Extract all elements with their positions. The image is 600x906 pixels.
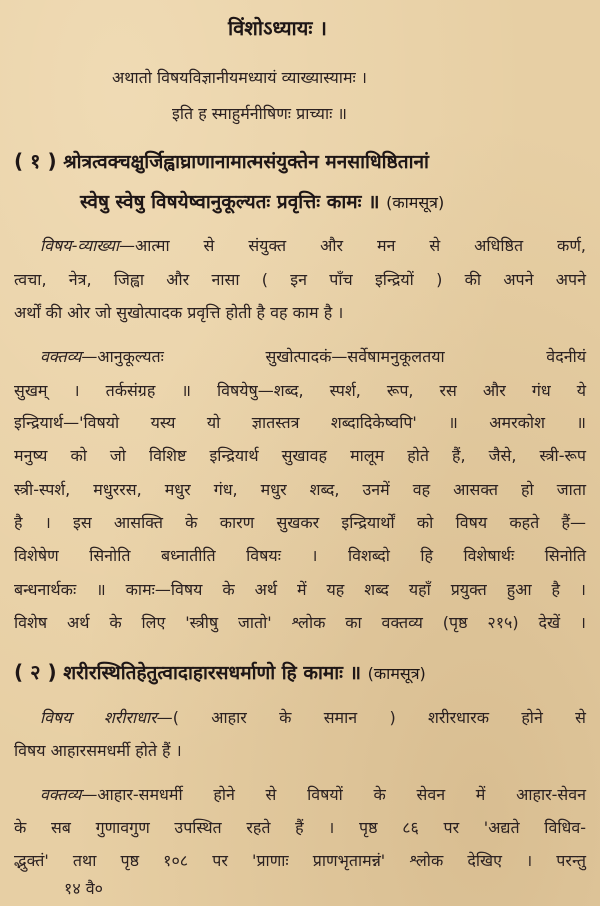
explanation-2-label: विषय शरीराधार— xyxy=(40,708,173,727)
commentary-1-line-6: है । इस आसक्ति के कारण सुखकर इन्द्रियार्थों को विषय कहते हैं— xyxy=(14,513,586,532)
intro-line-1: अथातो विषयविज्ञानीयमध्यायं व्याख्यास्यामः । xyxy=(112,68,367,87)
commentary-1-line-3: इन्द्रियार्थ—'विषयो यस्य यो ज्ञातस्तत्र शब्दादिकेष्वपि' ॥ अमरकोश ॥ xyxy=(14,413,586,432)
commentary-2-line-1 xyxy=(40,785,586,805)
commentary-1-line-9: विशेष अर्थ के लिए 'स्त्रीषु जातो' श्लोक का वक्तव्य (पृष्ठ २१५) देखें । xyxy=(14,613,586,632)
commentary-2-line-2: के सब गुणावगुण उपस्थित रहते हैं । पृष्ठ ८६ पर 'अद्यते विधिव- xyxy=(14,818,586,837)
commentary-2-line-3: द्भुक्तं' तथा पृष्ठ १०८ पर 'प्राणाः प्राणभृतामन्नं' श्लोक देखिए । परन्तु xyxy=(14,851,586,870)
sutra-2-line xyxy=(14,662,426,684)
explanation-1-line-2: त्वचा, नेत्र, जिह्वा और नासा ( इन पाँच इन्द्रियों ) की अपने अपने xyxy=(14,270,586,289)
sutra-2-number: ( २ ) xyxy=(14,660,57,684)
sutra-1-number: ( १ ) xyxy=(14,149,57,173)
explanation-1-label: विषय-व्याख्या— xyxy=(40,236,136,255)
explanation-2-line-1 xyxy=(40,708,586,728)
explanation-1-text-1: आत्मा से संयुक्त और मन से अधिष्ठित कर्ण, xyxy=(135,236,586,255)
commentary-1-line-2: सुखम् । तर्कसंग्रह ॥ विषयेषु—शब्द, स्पर्श, रूप, रस और गंध ये xyxy=(14,381,586,400)
sutra-1-text-1: श्रोत्रत्वक्चक्षुर्जिह्वाघ्राणानामात्मसंयुक्तेन मनसाधिष्ठितानां xyxy=(63,151,429,173)
chapter-title: विंशोऽध्यायः । xyxy=(228,16,327,40)
explanation-1-line-1 xyxy=(40,236,586,256)
commentary-1-label: वक्तव्य— xyxy=(40,347,98,366)
commentary-1-text-1: आनुकूल्यतः सुखोत्पादकं—सर्वेषामनुकूलतया वेदनीयं xyxy=(97,347,586,366)
sutra-2-source: (कामसूत्र) xyxy=(367,664,426,683)
sutra-2-text: शरीरस्थितिहेतुत्वादाहारसधर्माणो हि कामाः ॥ xyxy=(63,662,362,684)
commentary-1-line-7: विशेषेण सिनोति बध्नातीति विषयः । विशब्दो हि विशेषार्थः सिनोति xyxy=(14,546,586,565)
commentary-2-label: वक्तव्य— xyxy=(40,785,98,804)
explanation-2-text-1: ( आहार के समान ) शरीरधारक होने से xyxy=(172,708,586,727)
commentary-1-line-5: स्त्री-स्पर्श, मधुररस, मधुर गंध, मधुर शब्द, उनमें वह आसक्त हो जाता xyxy=(14,480,586,499)
commentary-1-line-1 xyxy=(40,347,586,367)
commentary-2-text-1: आहार-समधर्मी होने से विषयों के सेवन में आहार-सेवन xyxy=(97,785,586,804)
commentary-1-line-8: बन्धनार्थकः ॥ कामः—विषय के अर्थ में यह शब्द यहाँ प्रयुक्त हुआ है । xyxy=(14,580,586,599)
explanation-2-line-2: विषय आहारसमधर्मी होते हैं । xyxy=(14,741,182,760)
sutra-1-text-2: स्वेषु स्वेषु विषयेष्वानुकूल्यतः प्रवृत्तिः कामः ॥ xyxy=(80,191,380,213)
sutra-1-line-1 xyxy=(14,151,429,172)
sutra-1-source: (कामसूत्र) xyxy=(386,193,445,212)
sutra-1-line-2 xyxy=(80,192,444,213)
explanation-1-line-3: अर्थों की ओर जो सुखोत्पादक प्रवृत्ति होती है वह काम है । xyxy=(14,303,344,322)
commentary-1-line-4: मनुष्य को जो विशिष्ट इन्द्रियार्थ सुखावह मालूम होते हैं, जैसे, स्त्री-रूप xyxy=(14,446,586,465)
page-signature: १४ वै० xyxy=(64,879,103,898)
intro-line-2: इति ह स्माहुर्मनीषिणः प्राच्याः ॥ xyxy=(172,104,348,123)
